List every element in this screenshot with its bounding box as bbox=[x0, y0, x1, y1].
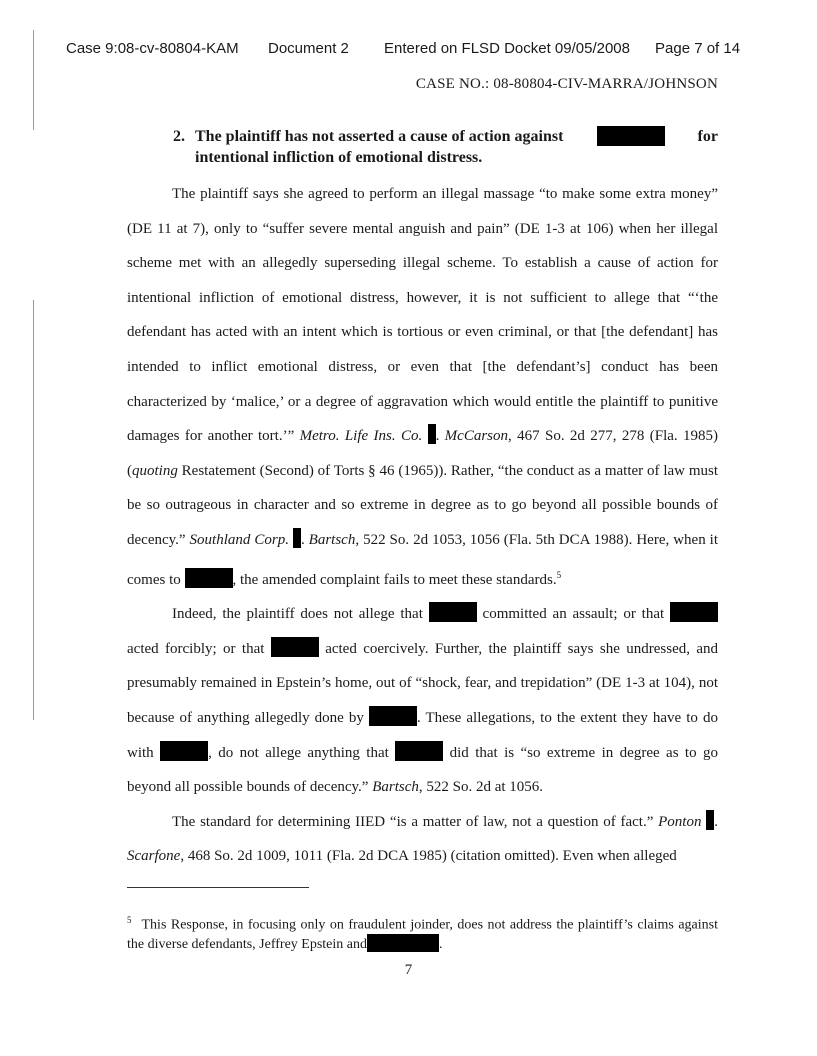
section-heading bbox=[173, 126, 718, 168]
text-run: , 467 So. 2d 277, 278 (Fla. 1985) ( bbox=[127, 428, 719, 479]
redaction-box bbox=[428, 424, 436, 444]
redaction-box bbox=[367, 934, 439, 952]
case-citation: Ponton bbox=[658, 813, 702, 830]
header-case: Case 9:08-cv-80804-KAM bbox=[66, 40, 239, 57]
redaction-box bbox=[160, 741, 208, 761]
case-citation: Southland Corp. bbox=[189, 531, 289, 548]
paragraph-1 bbox=[127, 177, 718, 597]
header-document: Document 2 bbox=[268, 40, 349, 57]
signal-word: quoting bbox=[132, 462, 178, 479]
redaction-box bbox=[670, 602, 718, 622]
case-citation: Metro. Life Ins. Co. bbox=[299, 428, 423, 445]
paragraph-3 bbox=[127, 805, 718, 874]
text-run: , 522 So. 2d at 1056. bbox=[418, 779, 544, 796]
case-citation: Bartsch bbox=[308, 531, 356, 548]
text-run: . These allegations, to the extent they have to do with bbox=[127, 709, 718, 761]
text-run: , 468 So. 2d 1009, 1011 (Fla. 2d DCA 1985) (citation omitted). Even when alleged bbox=[180, 848, 677, 865]
redaction-box bbox=[429, 602, 477, 622]
text-run: Indeed, the plaintiff does not allege that bbox=[172, 606, 429, 623]
text-run: acted coercively. Further, the plaintiff says she undressed, and presumably remained in Epstein’s home, out of “shock, fear, and trepidation” (DE 1-3 at 104), not because of anything allegedly done by bbox=[127, 640, 719, 726]
scan-margin-line bbox=[33, 300, 34, 720]
page-number: 7 bbox=[404, 962, 413, 978]
text-run: did that is “so extreme in degree as to go beyond all possible bounds of decency.” bbox=[127, 744, 719, 796]
footnote-number: 5 bbox=[127, 915, 132, 925]
case-citation: Bartsch bbox=[372, 779, 419, 796]
text-run: The standard for determining IIED “is a matter of law, not a question of fact.” bbox=[172, 813, 659, 830]
heading-line1: The plaintiff has not asserted a cause of action against bbox=[195, 128, 564, 145]
case-number: CASE NO.: 08-80804-CIV-MARRA/JOHNSON bbox=[415, 76, 718, 92]
redaction-box bbox=[395, 741, 443, 761]
text-run: The plaintiff says she agreed to perform an illegal massage “to make some extra money” (DE 11 at 7), only to “suffer severe mental anguish and pain” (DE 1-3 at 106) when her illegal scheme met with an allegedly superseding illegal scheme. To establish a cause of action for intentional infliction of emotional distress, however, it is not sufficient to allege that “‘the defendant has acted with an intent which is tortious or even criminal, or that [the defendant] has intended to inflict emotional distress, or even that [the defendant’s] conduct has been characterized by ‘malice,’ or a degree of aggravation which would entitle the plaintiff to punitive damages for another tort.’” bbox=[127, 186, 718, 445]
redaction-box bbox=[369, 706, 417, 726]
document-body bbox=[127, 177, 718, 874]
redaction-box bbox=[597, 126, 665, 146]
footnote-divider bbox=[127, 887, 309, 888]
footnote-text: This Response, in focusing only on fraudulent joinder, does not address the plaintiff’s claims against the diverse defendants, Jeffrey Epstein and bbox=[127, 917, 718, 952]
header-entered: Entered on FLSD Docket 09/05/2008 bbox=[384, 40, 630, 57]
text-run: , the amended complaint fails to meet these standards. bbox=[232, 571, 557, 588]
heading-line2: intentional infliction of emotional distress. bbox=[195, 149, 483, 166]
heading-line1-end: for bbox=[697, 128, 718, 145]
text-run: , 522 So. 2d 1053, 1056 (Fla. 5th DCA 1988). Here, when it comes to bbox=[127, 531, 719, 588]
text-run: . bbox=[435, 428, 445, 445]
text-run: Restatement (Second) of Torts § 46 (1965)). Rather, “the conduct as a matter of law must be so outrageous in character and so extreme in degree as to go beyond all possible bounds of decency.” bbox=[127, 462, 718, 548]
footnote-ref: 5 bbox=[556, 569, 562, 580]
case-citation: Scarfone bbox=[127, 848, 181, 865]
heading-number: 2. bbox=[173, 128, 185, 145]
redaction-box bbox=[271, 637, 319, 657]
header-page: Page 7 of 14 bbox=[655, 40, 741, 57]
text-run: . bbox=[714, 813, 718, 830]
text-run: . bbox=[300, 531, 309, 548]
text-run: acted forcibly; or that bbox=[127, 640, 271, 657]
redaction-box bbox=[185, 568, 233, 588]
footnote-end: . bbox=[439, 936, 443, 952]
scan-margin-line bbox=[33, 30, 34, 130]
text-run: , do not allege anything that bbox=[208, 744, 396, 761]
text-run: committed an assault; or that bbox=[476, 606, 670, 623]
redaction-box bbox=[293, 528, 301, 548]
case-citation: McCarson bbox=[444, 428, 509, 445]
paragraph-2 bbox=[127, 597, 718, 805]
footnote bbox=[127, 912, 718, 953]
